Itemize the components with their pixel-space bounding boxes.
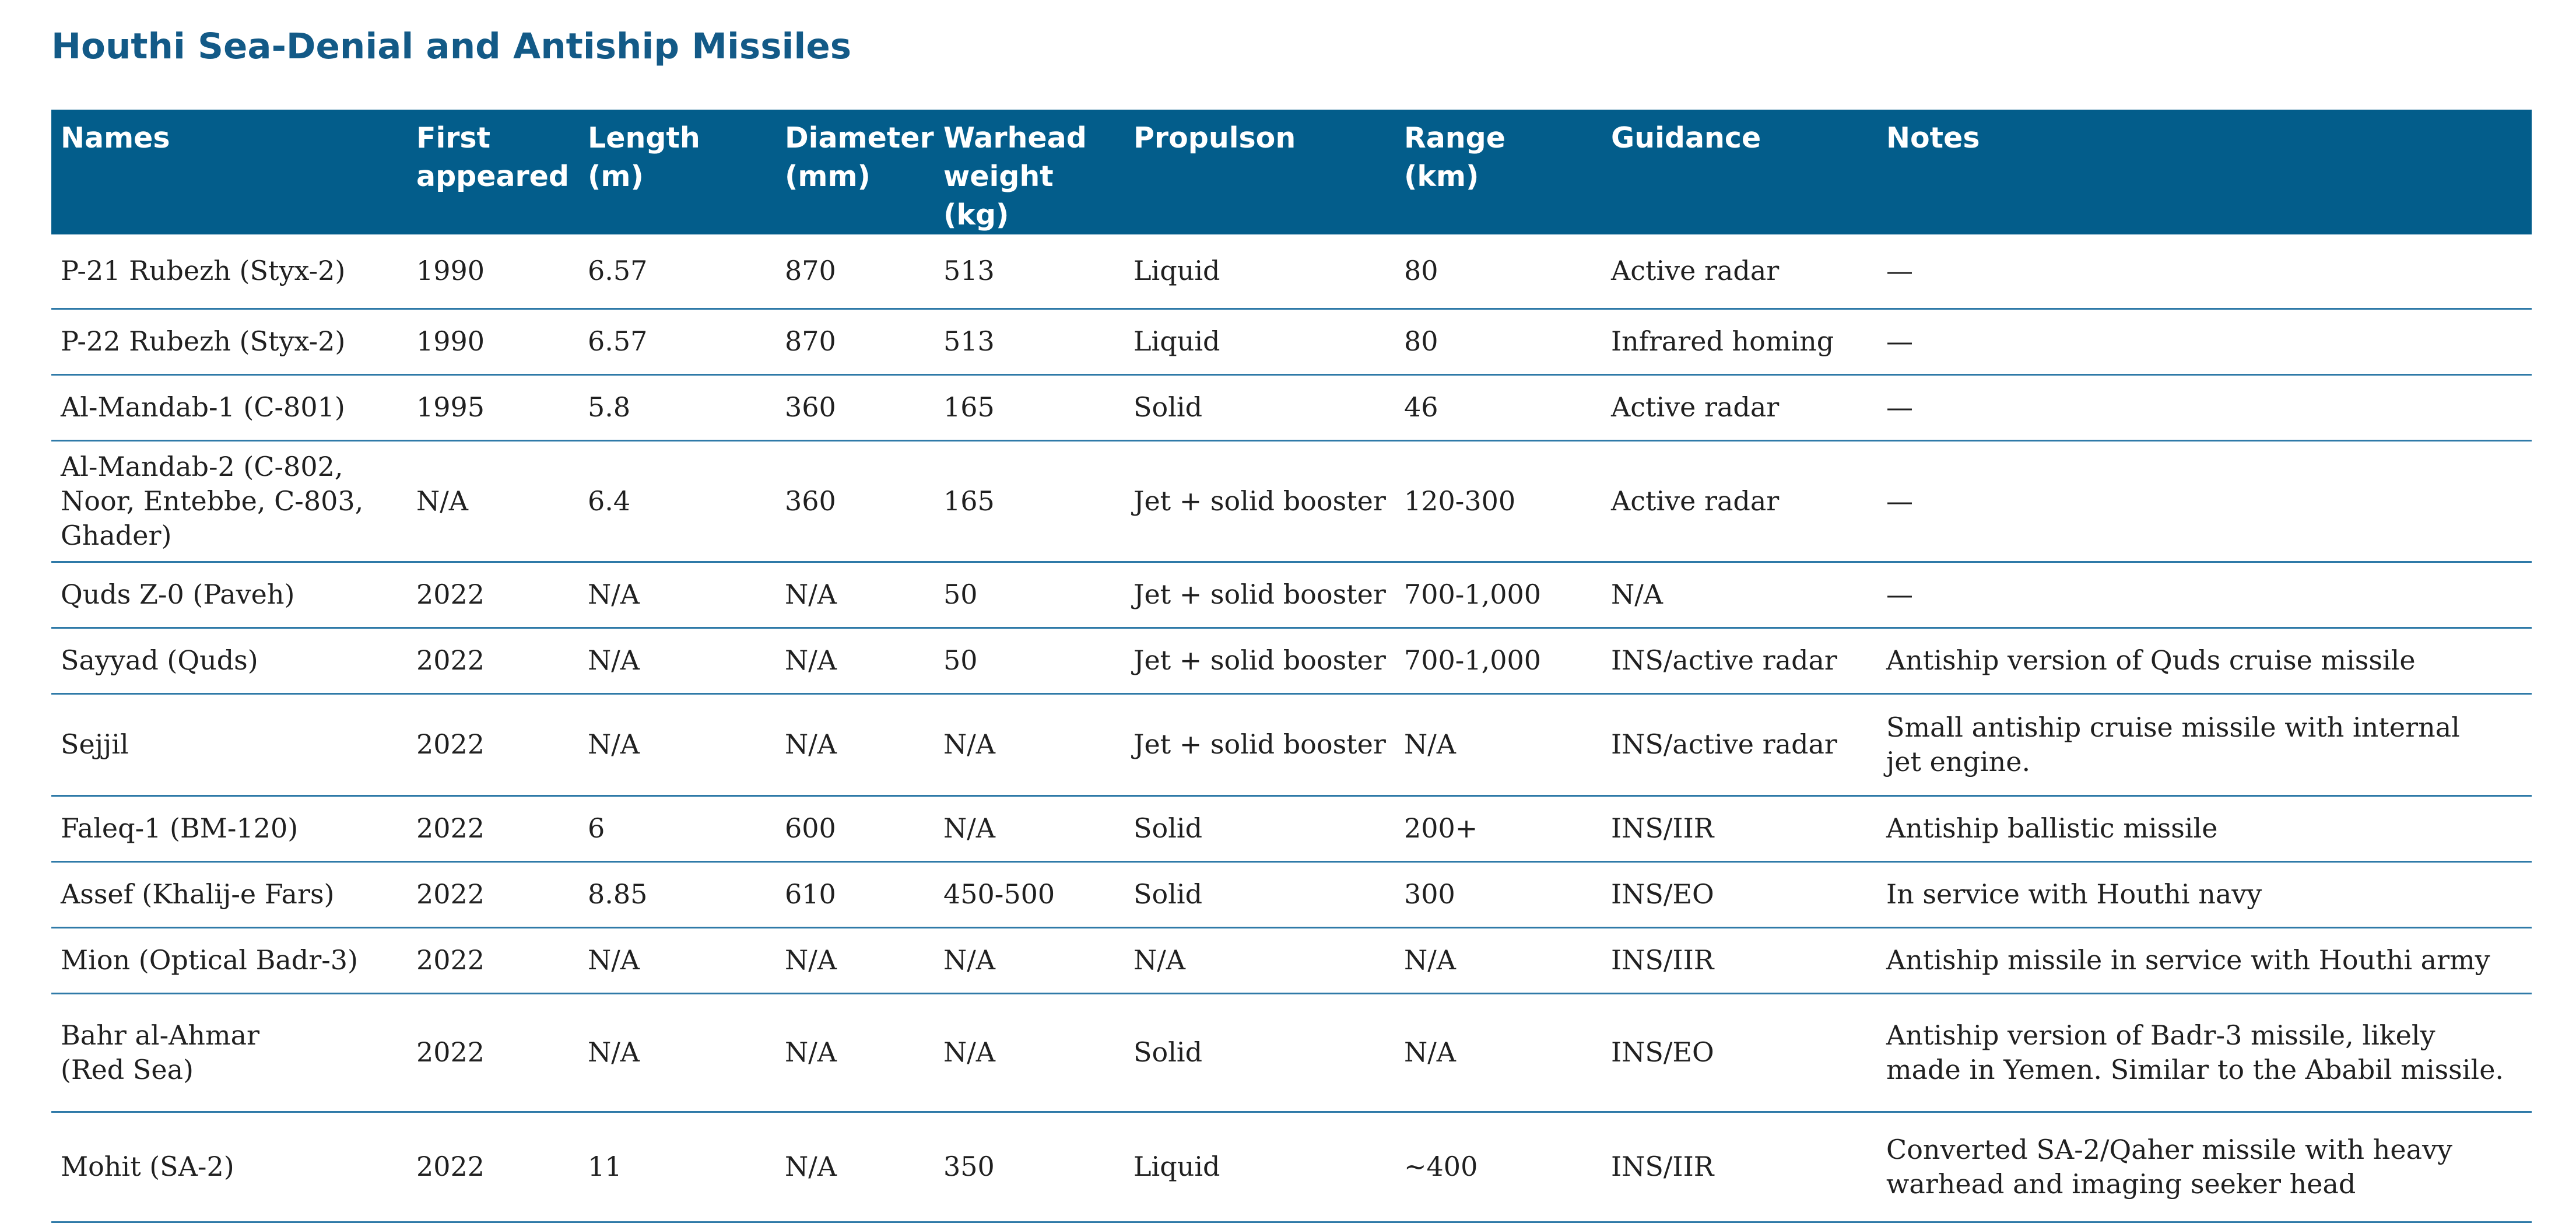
cell-propulsion: Solid bbox=[1124, 861, 1395, 927]
header-notes: Notes bbox=[1886, 121, 1980, 155]
cell-propulsion: Solid bbox=[1124, 374, 1395, 440]
table-body bbox=[51, 234, 2532, 1222]
cell-first-appeared: 1995 bbox=[407, 374, 578, 440]
cell-guidance: INS/IIR bbox=[1602, 927, 1877, 993]
cell-propulsion: Jet + solid booster bbox=[1124, 562, 1395, 628]
cell-name: Al-Mandab-2 (C-802, Noor, Entebbe, C-803, Ghader) bbox=[51, 440, 407, 562]
cell-warhead-weight: 450-500 bbox=[934, 861, 1124, 927]
cell-name: Sejjil bbox=[51, 693, 407, 796]
cell-name: Mohit (SA-2) bbox=[51, 1112, 407, 1222]
cell-diameter: N/A bbox=[775, 693, 934, 796]
cell-diameter: N/A bbox=[775, 993, 934, 1112]
cell-warhead-weight: 165 bbox=[934, 374, 1124, 440]
cell-guidance: Infrared homing bbox=[1602, 309, 1877, 374]
cell-range: 120-300 bbox=[1395, 440, 1602, 562]
cell-range: ~400 bbox=[1395, 1112, 1602, 1222]
cell-guidance: N/A bbox=[1602, 562, 1877, 628]
cell-range: N/A bbox=[1395, 927, 1602, 993]
cell-propulsion: Solid bbox=[1124, 993, 1395, 1112]
cell-name: Faleq-1 (BM-120) bbox=[51, 796, 407, 861]
cell-diameter: 600 bbox=[775, 796, 934, 861]
cell-warhead-weight: N/A bbox=[934, 796, 1124, 861]
cell-guidance: Active radar bbox=[1602, 234, 1877, 309]
cell-propulsion: Jet + solid booster bbox=[1124, 628, 1395, 693]
cell-first-appeared: 1990 bbox=[407, 234, 578, 309]
cell-range: 200+ bbox=[1395, 796, 1602, 861]
cell-name: Mion (Optical Badr-3) bbox=[51, 927, 407, 993]
cell-guidance: INS/EO bbox=[1602, 993, 1877, 1112]
table-row bbox=[51, 1112, 2532, 1222]
cell-notes: — bbox=[1877, 440, 2532, 562]
table-row bbox=[51, 374, 2532, 440]
cell-first-appeared: 2022 bbox=[407, 693, 578, 796]
cell-notes: — bbox=[1877, 309, 2532, 374]
cell-length: 6.57 bbox=[578, 234, 775, 309]
cell-range: 80 bbox=[1395, 234, 1602, 309]
cell-diameter: N/A bbox=[775, 562, 934, 628]
cell-length: N/A bbox=[578, 993, 775, 1112]
cell-diameter: 870 bbox=[775, 234, 934, 309]
cell-range: 700-1,000 bbox=[1395, 562, 1602, 628]
cell-propulsion: Liquid bbox=[1124, 234, 1395, 309]
cell-warhead-weight: 165 bbox=[934, 440, 1124, 562]
cell-length: N/A bbox=[578, 562, 775, 628]
cell-length: 11 bbox=[578, 1112, 775, 1222]
cell-warhead-weight: 513 bbox=[934, 309, 1124, 374]
cell-first-appeared: 2022 bbox=[407, 796, 578, 861]
cell-propulsion: Jet + solid booster bbox=[1124, 693, 1395, 796]
cell-propulsion: Liquid bbox=[1124, 1112, 1395, 1222]
cell-length: 5.8 bbox=[578, 374, 775, 440]
cell-diameter: 360 bbox=[775, 440, 934, 562]
table-header bbox=[51, 110, 2532, 234]
cell-name: Sayyad (Quds) bbox=[51, 628, 407, 693]
cell-first-appeared: 2022 bbox=[407, 562, 578, 628]
cell-notes: In service with Houthi navy bbox=[1877, 861, 2532, 927]
cell-propulsion: N/A bbox=[1124, 927, 1395, 993]
header-first-appeared: First appeared bbox=[416, 121, 569, 193]
header-diameter: Diameter (mm) bbox=[785, 121, 934, 193]
cell-range: 700-1,000 bbox=[1395, 628, 1602, 693]
cell-guidance: INS/active radar bbox=[1602, 693, 1877, 796]
cell-guidance: INS/EO bbox=[1602, 861, 1877, 927]
cell-name: Bahr al-Ahmar (Red Sea) bbox=[51, 993, 407, 1112]
cell-diameter: 360 bbox=[775, 374, 934, 440]
cell-diameter: N/A bbox=[775, 1112, 934, 1222]
table-row bbox=[51, 796, 2532, 861]
cell-first-appeared: 2022 bbox=[407, 628, 578, 693]
cell-diameter: 870 bbox=[775, 309, 934, 374]
cell-notes: Antiship ballistic missile bbox=[1877, 796, 2532, 861]
cell-guidance: Active radar bbox=[1602, 374, 1877, 440]
cell-length: 6.57 bbox=[578, 309, 775, 374]
cell-warhead-weight: N/A bbox=[934, 993, 1124, 1112]
header-length: Length (m) bbox=[588, 121, 700, 193]
table-row bbox=[51, 993, 2532, 1112]
missiles-table bbox=[51, 110, 2532, 1223]
cell-range: 80 bbox=[1395, 309, 1602, 374]
cell-first-appeared: N/A bbox=[407, 440, 578, 562]
page-title: Houthi Sea-Denial and Antiship Missiles bbox=[51, 26, 852, 67]
cell-length: 8.85 bbox=[578, 861, 775, 927]
header-row bbox=[51, 110, 2532, 234]
cell-propulsion: Jet + solid booster bbox=[1124, 440, 1395, 562]
table-row bbox=[51, 562, 2532, 628]
cell-range: 300 bbox=[1395, 861, 1602, 927]
cell-first-appeared: 2022 bbox=[407, 993, 578, 1112]
table-row bbox=[51, 628, 2532, 693]
cell-range: N/A bbox=[1395, 693, 1602, 796]
cell-warhead-weight: 513 bbox=[934, 234, 1124, 309]
cell-range: N/A bbox=[1395, 993, 1602, 1112]
cell-diameter: N/A bbox=[775, 927, 934, 993]
cell-guidance: INS/active radar bbox=[1602, 628, 1877, 693]
cell-name: Al-Mandab-1 (C-801) bbox=[51, 374, 407, 440]
table-row bbox=[51, 861, 2532, 927]
cell-length: N/A bbox=[578, 628, 775, 693]
cell-diameter: 610 bbox=[775, 861, 934, 927]
cell-length: 6 bbox=[578, 796, 775, 861]
cell-name: P-22 Rubezh (Styx-2) bbox=[51, 309, 407, 374]
cell-notes: Antiship missile in service with Houthi army bbox=[1877, 927, 2532, 993]
cell-notes: — bbox=[1877, 562, 2532, 628]
cell-warhead-weight: N/A bbox=[934, 927, 1124, 993]
cell-propulsion: Liquid bbox=[1124, 309, 1395, 374]
cell-warhead-weight: 350 bbox=[934, 1112, 1124, 1222]
cell-name: Assef (Khalij-e Fars) bbox=[51, 861, 407, 927]
table-row bbox=[51, 927, 2532, 993]
cell-guidance: INS/IIR bbox=[1602, 796, 1877, 861]
cell-notes: Small antiship cruise missile with internal jet engine. bbox=[1877, 693, 2532, 796]
cell-notes: Converted SA-2/Qaher missile with heavy warhead and imaging seeker head bbox=[1877, 1112, 2532, 1222]
cell-warhead-weight: N/A bbox=[934, 693, 1124, 796]
cell-first-appeared: 2022 bbox=[407, 1112, 578, 1222]
table-row bbox=[51, 440, 2532, 562]
cell-length: N/A bbox=[578, 693, 775, 796]
cell-diameter: N/A bbox=[775, 628, 934, 693]
cell-propulsion: Solid bbox=[1124, 796, 1395, 861]
cell-notes: — bbox=[1877, 234, 2532, 309]
header-names: Names bbox=[61, 121, 170, 155]
cell-warhead-weight: 50 bbox=[934, 562, 1124, 628]
header-warhead-weight: Warhead weight (kg) bbox=[943, 121, 1087, 232]
cell-guidance: Active radar bbox=[1602, 440, 1877, 562]
cell-first-appeared: 2022 bbox=[407, 927, 578, 993]
cell-length: 6.4 bbox=[578, 440, 775, 562]
cell-notes: Antiship version of Quds cruise missile bbox=[1877, 628, 2532, 693]
table-row bbox=[51, 234, 2532, 309]
cell-warhead-weight: 50 bbox=[934, 628, 1124, 693]
cell-first-appeared: 2022 bbox=[407, 861, 578, 927]
table-row bbox=[51, 309, 2532, 374]
header-guidance: Guidance bbox=[1611, 121, 1761, 155]
cell-length: N/A bbox=[578, 927, 775, 993]
header-range: Range (km) bbox=[1404, 121, 1505, 193]
cell-guidance: INS/IIR bbox=[1602, 1112, 1877, 1222]
cell-name: P-21 Rubezh (Styx-2) bbox=[51, 234, 407, 309]
cell-first-appeared: 1990 bbox=[407, 309, 578, 374]
header-propulsion: Propulson bbox=[1133, 121, 1296, 155]
cell-range: 46 bbox=[1395, 374, 1602, 440]
cell-notes: Antiship version of Badr-3 missile, likely made in Yemen. Similar to the Ababil missile. bbox=[1877, 993, 2532, 1112]
cell-notes: — bbox=[1877, 374, 2532, 440]
cell-name: Quds Z-0 (Paveh) bbox=[51, 562, 407, 628]
table-row bbox=[51, 693, 2532, 796]
